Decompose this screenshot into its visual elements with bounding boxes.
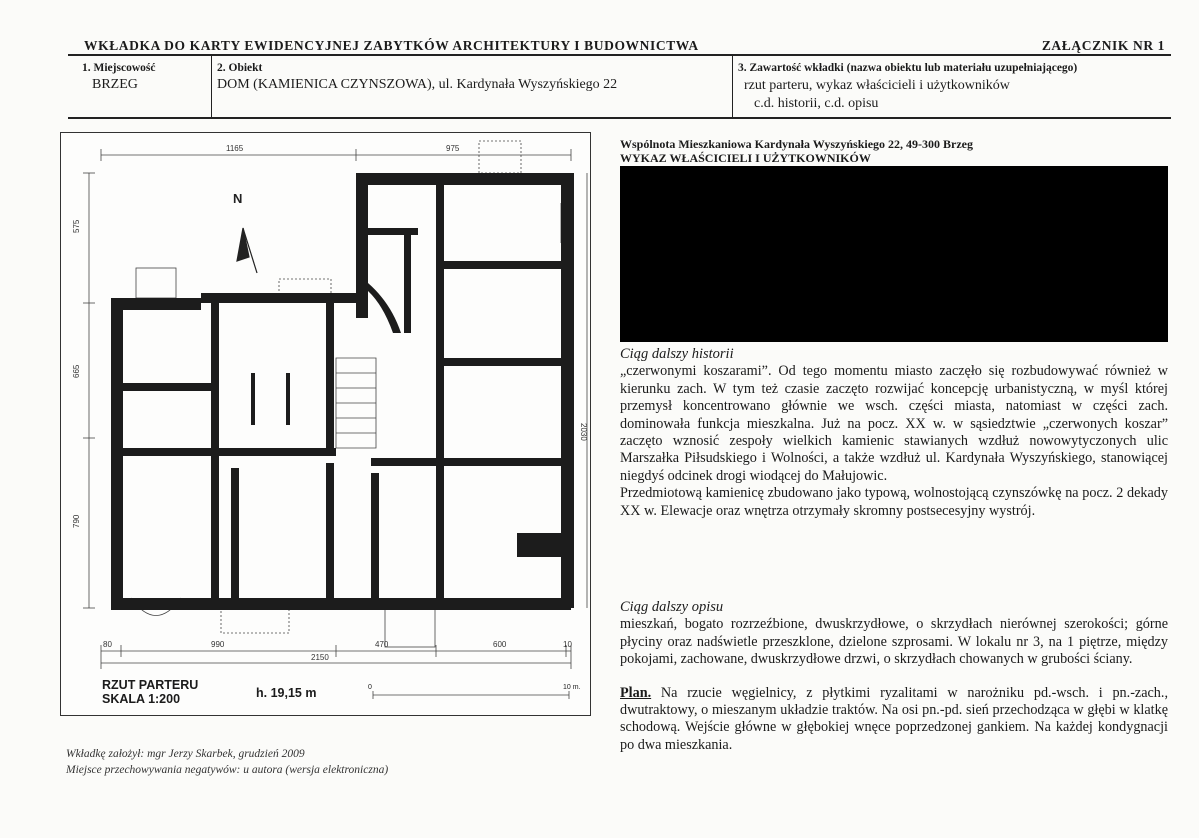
description-title: Ciąg dalszy opisu	[620, 599, 724, 615]
plan-text: Na rzucie węgielnicy, z płytkimi ryzalitami w narożniku pd.-wsch. i pn.-zach., dwutraktowy, o mieszanym układzie traktów. Na osi pn.-pd. sień przechodząca w głębi w klatkę schodową. Wejście główne w głębokiej wnęce poprzedzonej gankiem. Na każdej kondygnacji po dwa mieszkania.	[620, 684, 1168, 753]
building-height: h. 19,15 m	[256, 686, 317, 700]
dim-left-3: 790	[72, 514, 81, 528]
card-title: WKŁADKA DO KARTY EWIDENCYJNEJ ZABYTKÓW ARCHITEKTURY I BUDOWNICTWA	[84, 38, 699, 53]
description-section	[620, 599, 1168, 754]
contents-line-1: rzut parteru, wykaz właścicieli i użytkowników	[744, 78, 1010, 93]
description-paragraph: mieszkań, bogato rozrzeźbione, dwuskrzydłowe, o skrzydłach nierównej szerokości; górne płyciny oraz nadświetle przeszklone, dzielone szprosami. W lokalu nr 3, na 1 piętrze, między pokojami, zachowane, dwuskrzydłowe drzwi, o skrzydłach chowanych w grubości ściany.	[620, 616, 1168, 668]
dim-right-1: 2030	[579, 423, 588, 441]
header-rule-bottom	[68, 117, 1171, 119]
dim-left-2: 665	[72, 364, 81, 378]
floor-plan-frame	[60, 132, 591, 716]
plan-title-block	[102, 678, 198, 706]
column-divider	[732, 54, 733, 118]
column-divider	[211, 54, 212, 118]
appendix-label: ZAŁĄCZNIK NR 1	[1041, 38, 1165, 53]
redacted-owner-list	[620, 166, 1168, 342]
locality-value: BRZEG	[92, 77, 138, 92]
history-section	[620, 346, 1168, 520]
owners-header	[620, 137, 973, 165]
object-value: DOM (KAMIENICA CZYNSZOWA), ul. Kardynała Wyszyńskiego 22	[217, 77, 618, 92]
plan-heading: Plan.	[620, 684, 652, 701]
scale-bar-end: 10 m.	[563, 684, 581, 691]
plan-scale: SKALA 1:200	[102, 692, 181, 706]
storage-note: Miejsce przechowywania negatywów: u autora (wersja elektroniczna)	[66, 764, 389, 776]
plan-paragraph	[620, 685, 1168, 755]
plan-title: RZUT PARTERU	[102, 678, 199, 692]
locality-label: 1. Miejscowość	[82, 62, 156, 74]
header-rule	[68, 54, 1171, 56]
dim-left-1: 575	[72, 219, 81, 233]
dim-bottom-3: 470	[375, 640, 389, 649]
dim-bottom-5: 10	[563, 640, 572, 649]
history-title: Ciąg dalszy historii	[620, 346, 734, 362]
dim-bottom-1: 80	[103, 640, 112, 649]
history-paragraph-1: „czerwonymi koszarami”. Od tego momentu miasto zaczęło się rozbudowywać również w kierunku zach. W tym też czasie zaczęto rozwijać koncepcję urbanistyczną, w myśl której przemysł koncentrowano głównie we wsch. części miasta, natomiast w części zach. dominowała funkcja mieszkalna. Już na pocz. XX w. w sąsiedztwie „czerwonych koszar” zaczęto wznosić zespoły wielkich kamienic stawianych wzdłuż nowowytyczonych ulic Marszałka Piłsudskiego i Wolności, a także wzdłuż ul. Kardynała Wyszyńskiego, stanowiącej niegdyś odcinek drogi wiodącej do Małujowic.	[620, 363, 1168, 484]
author-note: Wkładkę założył: mgr Jerzy Skarbek, grudzień 2009	[66, 748, 305, 760]
north-label: N	[233, 191, 243, 206]
contents-line-2: c.d. historii, c.d. opisu	[754, 96, 879, 111]
dim-bottom-4: 600	[493, 640, 507, 649]
owners-list-title: WYKAZ WŁAŚCICIELI I UŻYTKOWNIKÓW	[620, 151, 871, 165]
floor-plan-drawing	[61, 133, 590, 715]
history-paragraph-2: Przedmiotową kamienicę zbudowano jako typową, wolnostojącą czynszówkę na pocz. 2 dekady XX w. Elewacje oraz wnętrza otrzymały skromny postsecesyjny wystrój.	[620, 485, 1168, 519]
dim-total: 2150	[311, 653, 329, 662]
dim-bottom-2: 990	[211, 640, 225, 649]
scale-bar-start: 0	[368, 684, 372, 691]
contents-label: 3. Zawartość wkładki (nazwa obiektu lub materiału uzupełniającego)	[738, 62, 1078, 74]
dim-top-1: 1165	[226, 144, 244, 153]
community-name: Wspólnota Mieszkaniowa Kardynała Wyszyńskiego 22, 49-300 Brzeg	[620, 137, 974, 151]
dim-top-2: 975	[446, 144, 460, 153]
object-label: 2. Obiekt	[217, 62, 263, 74]
